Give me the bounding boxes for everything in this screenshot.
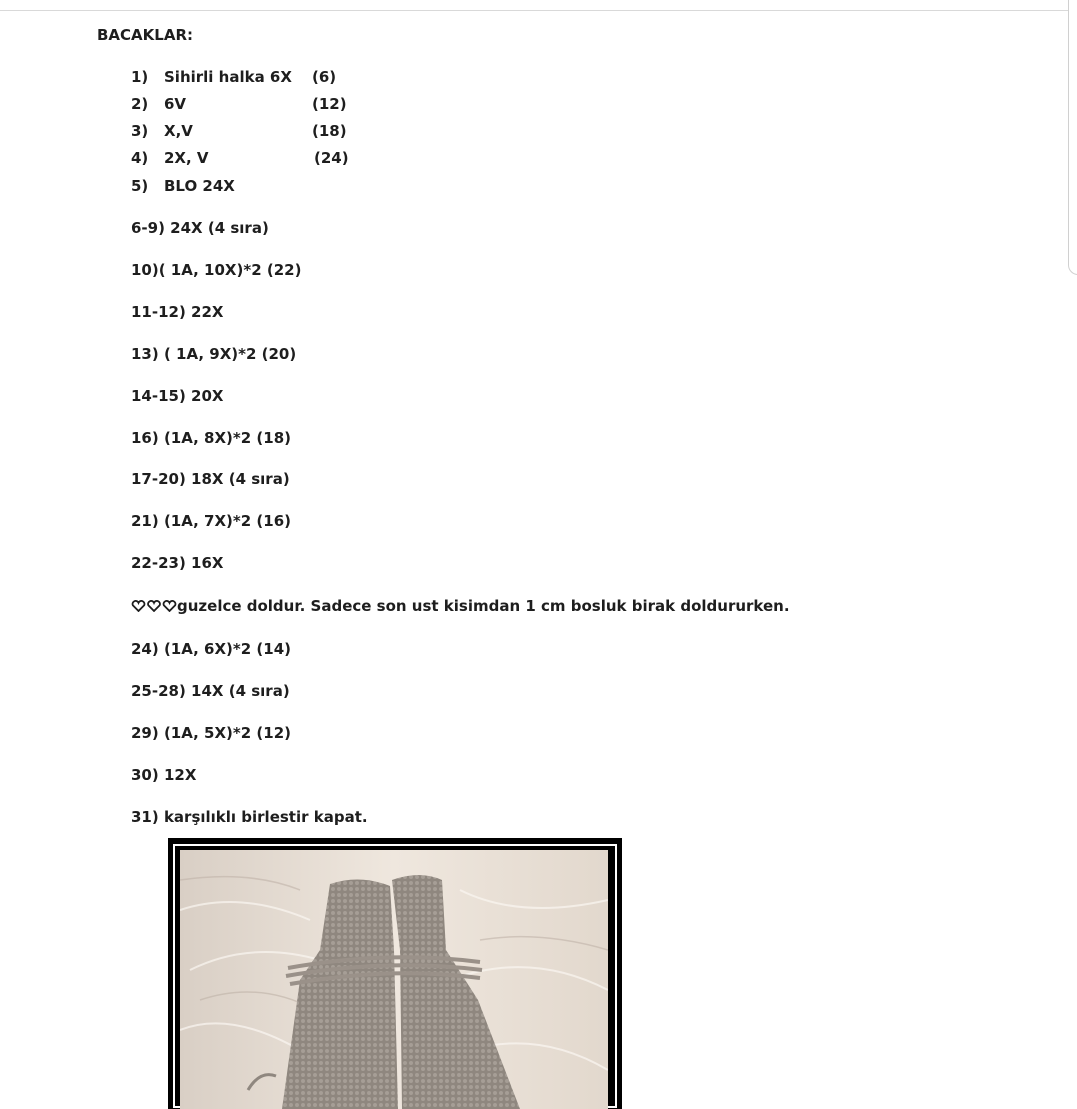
row-count: (18) xyxy=(312,122,347,140)
crochet-legs-photo xyxy=(180,850,608,1109)
section-title: BACAKLAR: xyxy=(97,26,193,44)
scroll-edge-curve xyxy=(1068,262,1077,275)
pattern-row: 6-9) 24X (4 sıra) xyxy=(131,219,269,237)
pattern-row: 29) (1A, 5X)*2 (12) xyxy=(131,724,291,742)
row-number: 1) xyxy=(131,68,149,86)
row-number: 3) xyxy=(131,122,149,140)
crochet-legs-illustration xyxy=(180,850,608,1109)
row-instruction: Sihirli halka 6X xyxy=(164,68,292,86)
stuffing-note-text: guzelce doldur. Sadece son ust kisimdan 1 cm bosluk birak doldururken. xyxy=(177,597,790,615)
pattern-row: 30) 12X xyxy=(131,766,197,784)
row-count: (24) xyxy=(314,149,349,167)
heart-icon xyxy=(131,600,177,612)
photo-frame xyxy=(168,838,622,1109)
row-number: 4) xyxy=(131,149,149,167)
row-instruction: X,V xyxy=(164,122,193,140)
pattern-row: 11-12) 22X xyxy=(131,303,224,321)
pattern-row: 22-23) 16X xyxy=(131,554,224,572)
pattern-row: 25-28) 14X (4 sıra) xyxy=(131,682,290,700)
row-count: (6) xyxy=(312,68,337,86)
pattern-row: 13) ( 1A, 9X)*2 (20) xyxy=(131,345,297,363)
pattern-row: 21) (1A, 7X)*2 (16) xyxy=(131,512,291,530)
pattern-row: 24) (1A, 6X)*2 (14) xyxy=(131,640,291,658)
row-count: (12) xyxy=(312,95,347,113)
row-number: 5) xyxy=(131,177,149,195)
pattern-row: 10)( 1A, 10X)*2 (22) xyxy=(131,261,302,279)
pattern-row: 16) (1A, 8X)*2 (18) xyxy=(131,429,291,447)
top-divider xyxy=(0,10,1068,11)
row-instruction: 6V xyxy=(164,95,187,113)
pattern-row: 17-20) 18X (4 sıra) xyxy=(131,470,290,488)
scroll-edge xyxy=(1068,0,1069,265)
row-number: 2) xyxy=(131,95,149,113)
pattern-row: 31) karşılıklı birlestir kapat. xyxy=(131,808,368,826)
row-instruction: 2X, V xyxy=(164,149,209,167)
row-instruction: BLO 24X xyxy=(164,177,235,195)
pattern-row: 14-15) 20X xyxy=(131,387,224,405)
stuffing-note xyxy=(131,597,790,615)
